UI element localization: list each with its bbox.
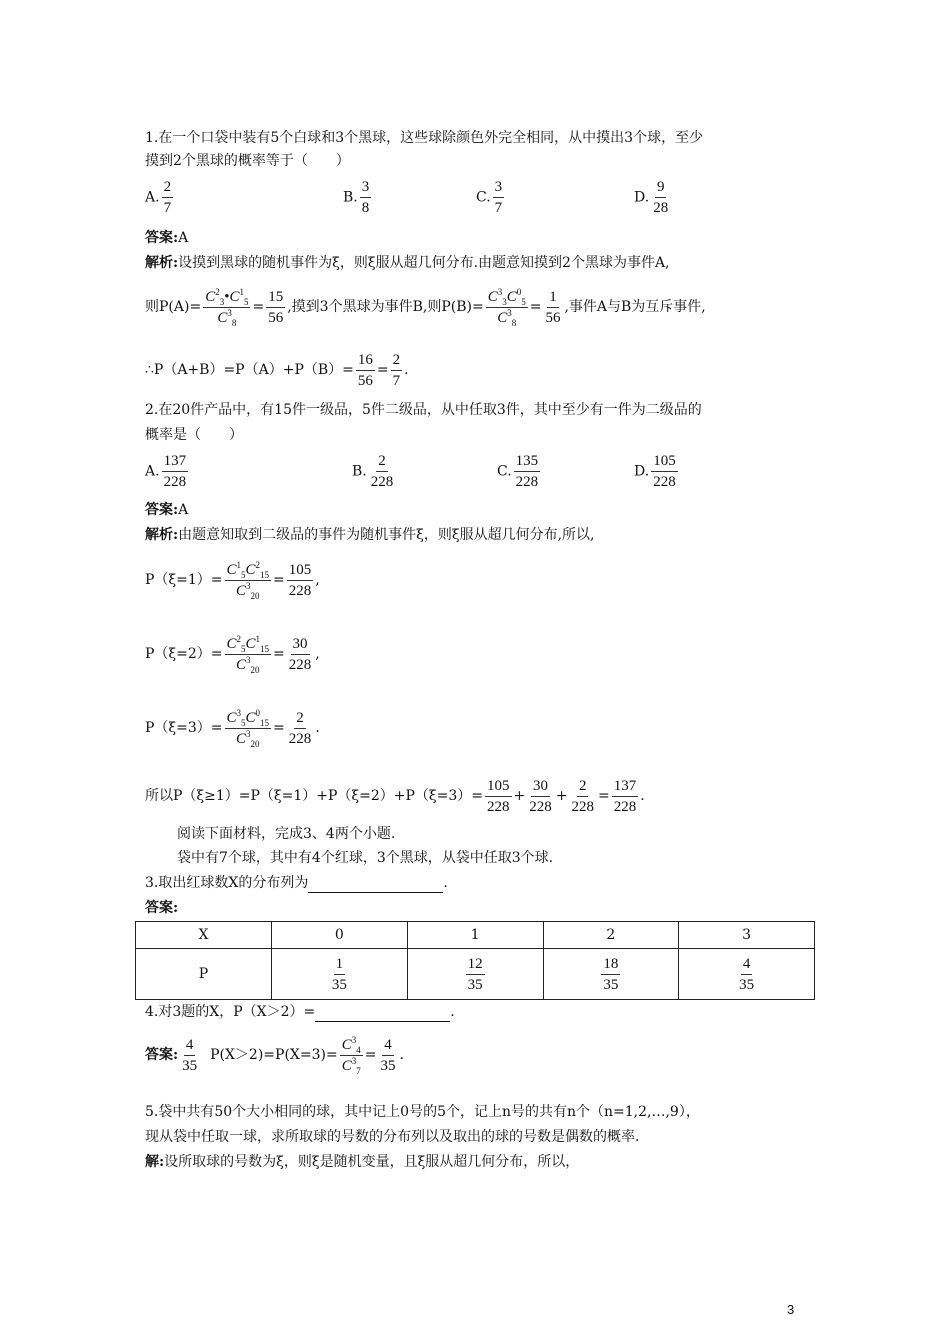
intro-line2: 袋中有7个球，其中有4个红球，3个黑球，从袋中任取3个球. [177, 850, 554, 866]
q2-stem-line1: 2.在20件产品中，有15件一级品，5件二级品，从中任取3件，其中至少有一件为二级品的 [145, 402, 702, 418]
q1-analysis-line3: ∴P（A+B）=P（A）+P（B）= $\frac{16}{56}$ = $\frac{2}{7}$ . [145, 351, 409, 389]
table-header-x: X [136, 922, 272, 949]
page-number: 3 [787, 1302, 795, 1317]
q2-p2: P（ξ=2）= $\frac{C^2_5C^1_{15}}{C^3_{20}}$ = $\frac{30}{228}$ , [145, 633, 320, 675]
table-cell-p1: $\frac{12}{35}$ [407, 949, 543, 1000]
q5-stem-line2: 现从袋中任取一球，求所取球的号数的分布列以及取出的球的号数是偶数的概率. [145, 1129, 640, 1145]
q4-answer: 答案: $\frac{4}{35}$ P(X＞2)=P(X=3)= $\frac{C^3_4}{C^3_7}$ = $\frac{4}{35}$ . [145, 1034, 404, 1076]
intro-line1: 阅读下面材料，完成3、4两个小题. [177, 826, 396, 842]
q1-option-b: B. $\frac{3}{8}$ [343, 179, 370, 216]
q1-stem-line1: 1.在一个口袋中装有5个白球和3个黑球，这些球除颜色外完全相同，从中摸出3个球，至少 [145, 130, 704, 146]
table-header-p: P [136, 949, 272, 1000]
q3-answer-label: 答案: [145, 900, 179, 916]
q5-stem-line1: 5.袋中共有50个大小相同的球，其中记上0号的5个，记上n号的共有n个（n=1,2,…,9）， [145, 1104, 700, 1120]
table-row-x [136, 922, 815, 949]
q2-option-a: A. $\frac{137}{228}$ [145, 453, 187, 490]
q1-option-d: D. $\frac{9}{28}$ [634, 179, 669, 216]
table-cell-p2: $\frac{18}{35}$ [543, 949, 679, 1000]
q1-answer: 答案:A [145, 230, 189, 246]
q2-option-b: B. $\frac{2}{228}$ [352, 453, 394, 490]
q2-option-c: C. $\frac{135}{228}$ [497, 453, 539, 490]
q4-blank [315, 1007, 450, 1022]
q1-analysis-line1: 解析:设摸到黑球的随机事件为ξ，则ξ服从超几何分布.由题意知摸到2个黑球为事件A, [145, 255, 670, 271]
combination-fraction-a: $\frac{C^2_3•C^1_5}{C^3_8}$ [205, 286, 249, 328]
q5-solution-line1: 解:设所取球的号数为ξ，则ξ是随机变量，且ξ服从超几何分布，所以， [145, 1154, 580, 1170]
q4-stem: 4.对3题的X，P（X＞2）= . [145, 1004, 455, 1020]
q2-answer: 答案:A [145, 502, 189, 518]
q1-stem-line2: 摸到2个黑球的概率等于（ ） [145, 153, 350, 169]
table-cell-x1: 1 [407, 922, 543, 949]
table-row-p [136, 949, 815, 1000]
q2-sum: 所以P（ξ≥1）=P（ξ=1）+P（ξ=2）+P（ξ=3）= $\frac{105}{228}$ + $\frac{30}{228}$ + $\frac{2}{228}$ = $\frac{137}{228}$ . [145, 777, 645, 815]
table-cell-x3: 3 [679, 922, 815, 949]
combination-fraction-b: $\frac{C^3_3C^0_5}{C^3_8}$ [487, 286, 526, 328]
distribution-table [135, 921, 815, 1000]
q2-p1: P（ξ=1）= $\frac{C^1_5C^2_{15}}{C^3_{20}}$ = $\frac{105}{228}$ , [145, 559, 320, 601]
q3-stem: 3.取出红球数X的分布列为 . [145, 875, 448, 891]
q2-option-d: D. $\frac{105}{228}$ [634, 453, 676, 490]
q1-option-a: A. $\frac{2}{7}$ [145, 179, 172, 216]
q1-analysis-line2: 则P(A)= $\frac{C^2_3•C^1_5}{C^3_8}$ = $\frac{15}{56}$ ,摸到3个黑球为事件B,则P(B)= $\frac{C^3_3C^0_5}{C^3_8}$ = $\frac{1}{56}$ ,事件A与B为互斥事件, [145, 286, 706, 328]
q2-stem-line2: 概率是（ ） [145, 427, 243, 443]
q2-analysis-line1: 解析:由题意知取到二级品的事件为随机事件ξ，则ξ服从超几何分布,所以, [145, 527, 595, 543]
table-cell-p3: $\frac{4}{35}$ [679, 949, 815, 1000]
q2-p3: P（ξ=3）= $\frac{C^3_5C^0_{15}}{C^3_{20}}$ = $\frac{2}{228}$ . [145, 707, 320, 749]
table-cell-p0: $\frac{1}{35}$ [272, 949, 408, 1000]
q3-blank [308, 878, 443, 893]
table-cell-x0: 0 [272, 922, 408, 949]
q1-option-c: C. $\frac{3}{7}$ [476, 179, 503, 216]
table-cell-x2: 2 [543, 922, 679, 949]
